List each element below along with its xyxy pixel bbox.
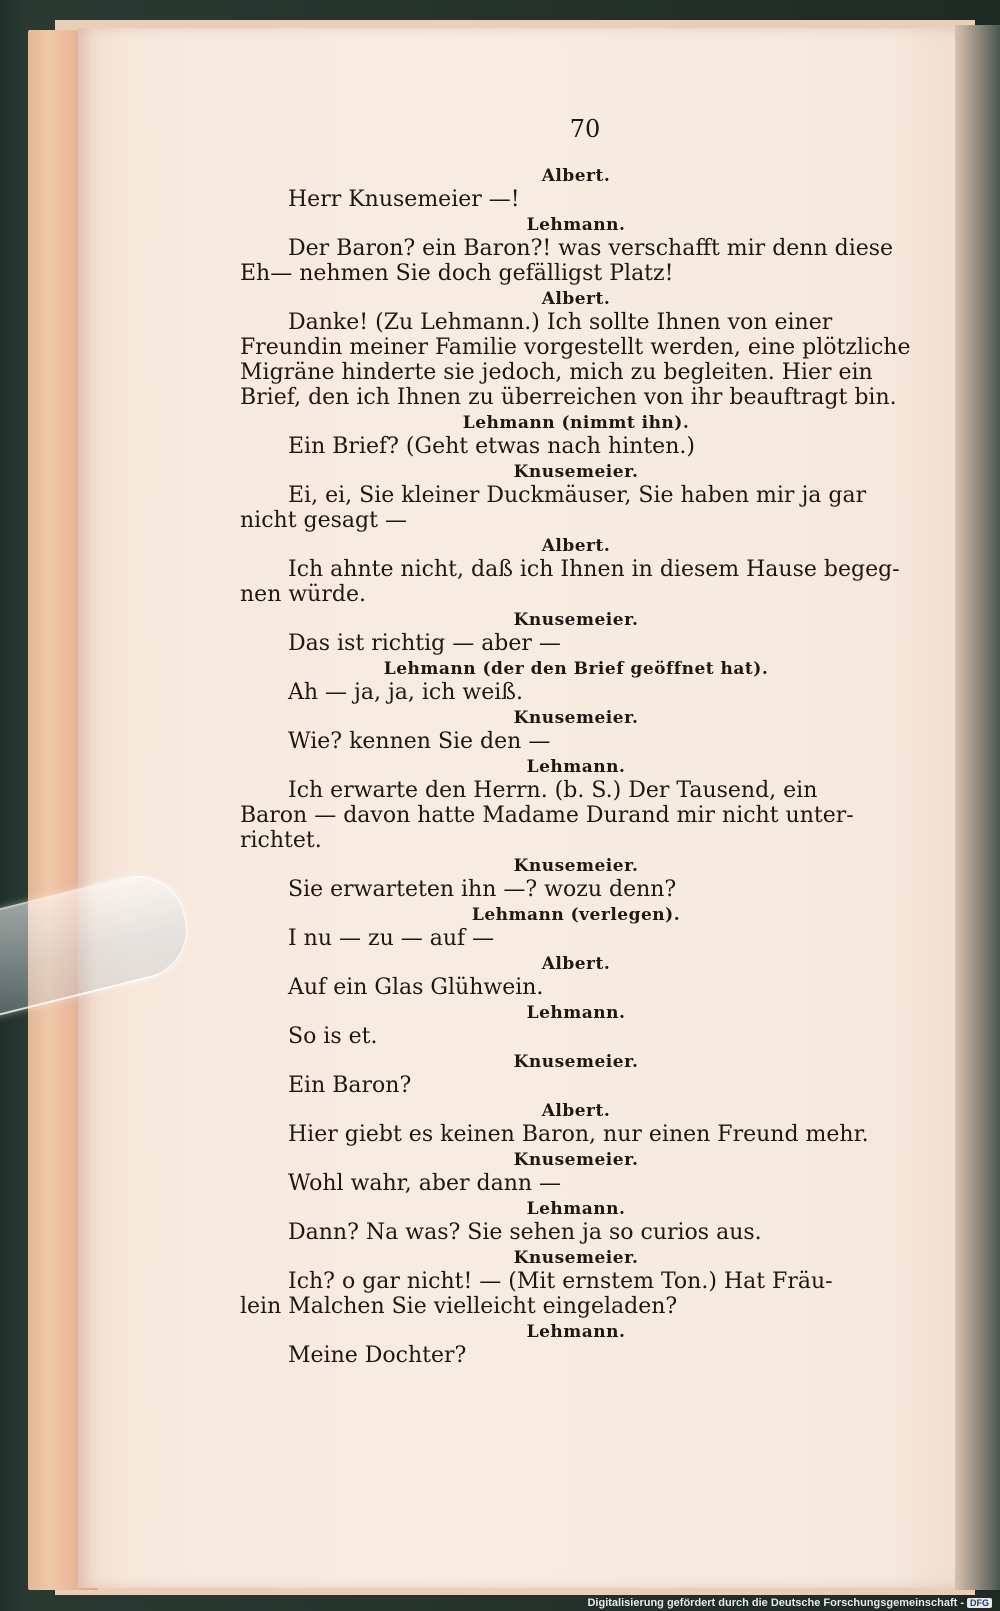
- dialogue-entry: [240, 756, 912, 853]
- dialogue-line: Migräne hinderte sie jedoch, mich zu begleiten. Hier ein: [240, 360, 873, 385]
- speaker-name: Albert.: [541, 166, 611, 186]
- dialogue-line: nen würde.: [240, 582, 366, 607]
- dialogue-entry: [240, 904, 912, 951]
- page-content: [240, 115, 912, 1370]
- speaker-name: Knusemeier.: [513, 462, 639, 482]
- dialogue-line: nicht gesagt —: [240, 508, 407, 533]
- dialogue-entry: [240, 1321, 912, 1368]
- speaker-name: Knusemeier.: [513, 610, 639, 630]
- speaker-name: Knusemeier.: [513, 1248, 639, 1268]
- dialogue-entry: [240, 412, 912, 459]
- speaker-name: Lehmann (der den Brief geöffnet hat).: [383, 659, 769, 679]
- dialogue-entry: [240, 707, 912, 754]
- dialogue-entry: [240, 1100, 912, 1147]
- speaker-name: Albert.: [541, 536, 611, 556]
- dialogue-line: Ei, ei, Sie kleiner Duckmäuser, Sie haben mir ja gar: [288, 483, 867, 508]
- dialogue-line: So is et.: [288, 1024, 378, 1049]
- speaker-name: Lehmann.: [526, 215, 626, 235]
- dialogue-line: Herr Knusemeier —!: [288, 187, 520, 212]
- dialogue-entry: [240, 1051, 912, 1098]
- dialogue-entry: [240, 288, 912, 410]
- dialogue-line: Auf ein Glas Glühwein.: [288, 975, 544, 1000]
- dialogue-line: Dann? Na was? Sie sehen ja so curios aus.: [288, 1220, 762, 1245]
- speaker-name: Knusemeier.: [513, 856, 639, 876]
- dialogue-line: Ich? o gar nicht! — (Mit ernstem Ton.) Hat Fräu-: [288, 1269, 833, 1294]
- speaker-name: Lehmann.: [526, 1322, 626, 1342]
- dialogue-line: Eh— nehmen Sie doch gefälligst Platz!: [240, 261, 674, 286]
- dialogue-entry: [240, 1247, 912, 1319]
- dialogue-entry: [240, 953, 912, 1000]
- dialogue-entry: [240, 461, 912, 533]
- dialogue-entry: [240, 1198, 912, 1245]
- dialogue-line: Ah — ja, ja, ich weiß.: [288, 680, 523, 705]
- dialogue-entry: [240, 1149, 912, 1196]
- dialogue-line: Das ist richtig — aber —: [288, 631, 561, 656]
- speaker-name: Lehmann.: [526, 1003, 626, 1023]
- dialogue-line: Ein Brief? (Geht etwas nach hinten.): [288, 434, 695, 459]
- speaker-name: Knusemeier.: [513, 708, 639, 728]
- dialogue-entry: [240, 609, 912, 656]
- dialogue-line: Freundin meiner Familie vorgestellt werden, eine plötzliche: [240, 335, 911, 360]
- dfg-logo: DFG: [967, 1598, 992, 1608]
- dialogue-entry: [240, 535, 912, 607]
- speaker-name: Lehmann.: [526, 757, 626, 777]
- speaker-name: Knusemeier.: [513, 1052, 639, 1072]
- dialogue-line: richtet.: [240, 828, 322, 853]
- page-number: 70: [569, 115, 601, 143]
- dialogue-line: Ein Baron?: [288, 1073, 412, 1098]
- speaker-name: Albert.: [541, 954, 611, 974]
- dialogue-line: Hier giebt es keinen Baron, nur einen Freund mehr.: [288, 1122, 869, 1147]
- dialogue: [240, 165, 912, 1368]
- dialogue-line: Wie? kennen Sie den —: [288, 729, 551, 754]
- dialogue-line: Meine Dochter?: [288, 1343, 467, 1368]
- page-gutter-shadow: [955, 25, 1000, 1590]
- dialogue-line: Ich ahnte nicht, daß ich Ihnen in diesem Hause begeg-: [288, 557, 900, 582]
- speaker-name: Albert.: [541, 1101, 611, 1121]
- speaker-name: Lehmann (nimmt ihn).: [462, 413, 690, 433]
- dialogue-line: lein Malchen Sie vielleicht eingeladen?: [240, 1294, 678, 1319]
- dialogue-line: Baron — davon hatte Madame Durand mir nicht unter-: [240, 803, 854, 828]
- dialogue-entry: [240, 214, 912, 286]
- dialogue-entry: [240, 855, 912, 902]
- dialogue-line: Brief, den ich Ihnen zu überreichen von ihr beauftragt bin.: [240, 385, 897, 410]
- dialogue-line: Sie erwarteten ihn —? wozu denn?: [288, 877, 677, 902]
- footer-text: Digitalisierung gefördert durch die Deutsche Forschungsgemeinschaft -: [587, 1597, 964, 1609]
- dialogue-line: I nu — zu — auf —: [288, 926, 495, 951]
- dialogue-entry: [240, 165, 912, 212]
- dialogue-line: Danke! (Zu Lehmann.) Ich sollte Ihnen von einer: [288, 310, 833, 335]
- dialogue-entry: [240, 658, 912, 705]
- speaker-name: Albert.: [541, 289, 611, 309]
- dialogue-line: Der Baron? ein Baron?! was verschafft mir denn diese: [288, 236, 894, 261]
- speaker-name: Lehmann.: [526, 1199, 626, 1219]
- dialogue-line: Wohl wahr, aber dann —: [288, 1171, 562, 1196]
- speaker-name: Lehmann (verlegen).: [471, 905, 681, 925]
- dialogue-line: Ich erwarte den Herrn. (b. S.) Der Tausend, ein: [288, 778, 818, 803]
- speaker-name: Knusemeier.: [513, 1150, 639, 1170]
- footer-credit: [587, 1597, 992, 1609]
- dialogue-entry: [240, 1002, 912, 1049]
